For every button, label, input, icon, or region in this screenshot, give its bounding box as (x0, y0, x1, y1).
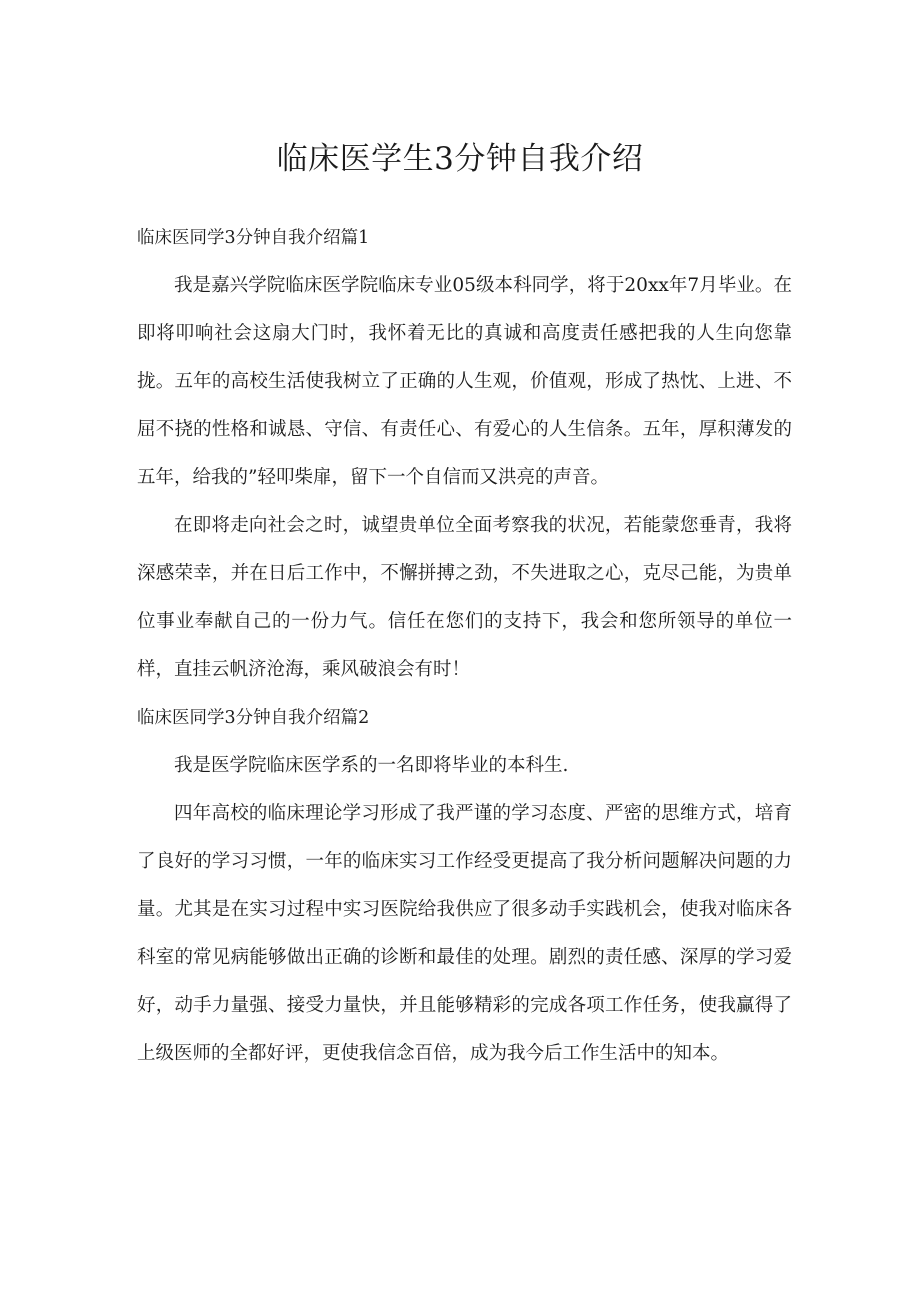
paragraph: 四年高校的临床理论学习形成了我严谨的学习态度、严密的思维方式，培育了良好的学习习惯，一年的临床实习工作经受更提高了我分析问题解决问题的力量。尤其是在实习过程中实习医院给我供应了很多动手实践机会，使我对临床各科室的常见病能够做出正确的诊断和最佳的处理。剧烈的责任感、深厚的学习爱好，动手力量强、接受力量快，并且能够精彩的完成各项工作任务，使我赢得了上级医师的全都好评，更使我信念百倍，成为我今后工作生活中的知本。 (137, 803, 792, 1064)
section-2 (137, 694, 792, 1078)
section-heading: 临床医同学3分钟自我介绍篇1 (137, 228, 370, 248)
section-heading: 临床医同学3分钟自我介绍篇2 (137, 708, 370, 728)
paragraph: 我是嘉兴学院临床医学院临床专业05级本科同学，将于20xx年7月毕业。在即将叩响社会这扇大门时，我怀着无比的真诚和高度责任感把我的人生向您靠拢。五年的高校生活使我树立了正确的人生观，价值观，形成了热忱、上进、不屈不挠的性格和诚恳、守信、有责任心、有爱心的人生信条。五年，厚积薄发的五年，给我的”轻叩柴扉，留下一个自信而又洪亮的声音。 (137, 275, 792, 488)
paragraph: 在即将走向社会之时，诚望贵单位全面考察我的状况，若能蒙您垂青，我将深感荣幸，并在日后工作中，不懈拼搏之劲，不失进取之心，克尽己能，为贵单位事业奉献自己的一份力气。信任在您们的支持下，我会和您所领导的单位一样，直挂云帆济沧海，乘风破浪会有时！ (137, 515, 792, 680)
paragraph: 我是医学院临床医学系的一名即将毕业的本科生. (174, 755, 569, 776)
section-1 (137, 214, 792, 694)
document-title: 临床医学生3分钟自我介绍 (276, 141, 644, 177)
document-body (137, 214, 792, 1078)
